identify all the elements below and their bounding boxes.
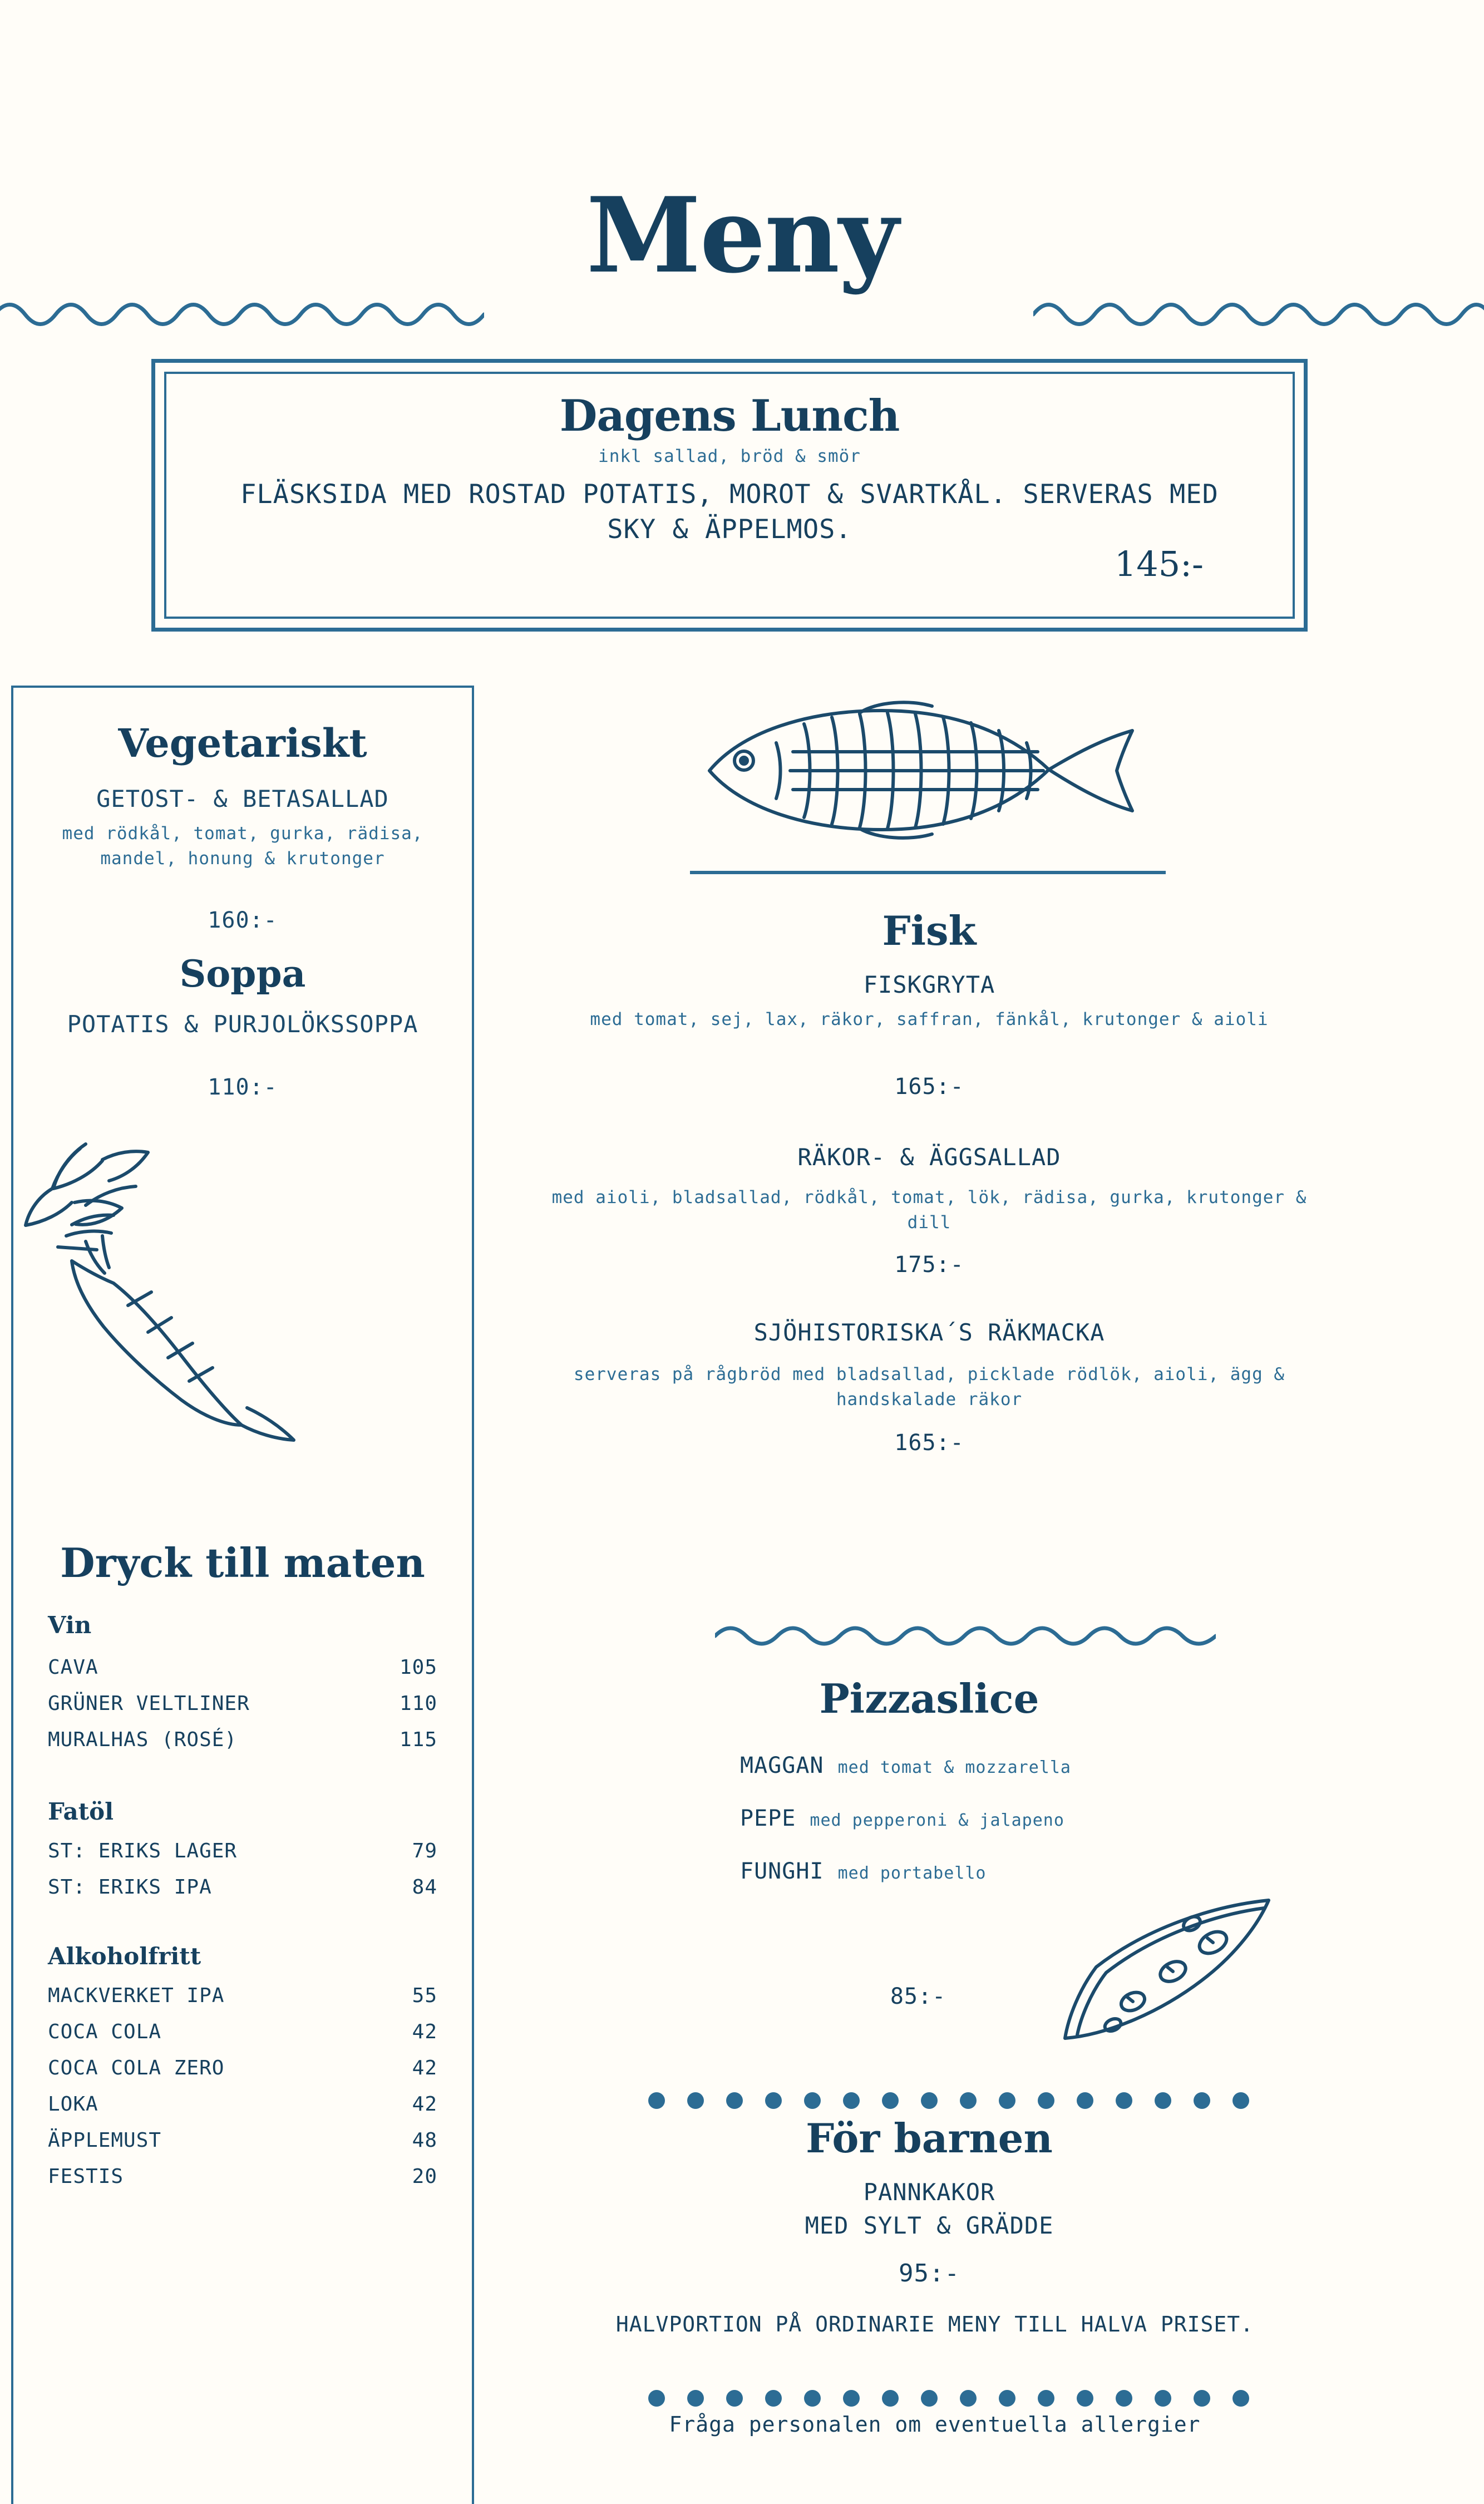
fisk-item-description: med tomat, sej, lax, räkor, saffran, fänkål, krutonger & aioli	[590, 1009, 1269, 1029]
wave-divider-left-icon	[0, 295, 484, 334]
drink-name: GRÜNER VELTLINER	[48, 1692, 250, 1715]
pizzaslice-item-description: med pepperoni & jalapeno	[810, 1811, 1064, 1830]
drink-name: MACKVERKET IPA	[48, 1984, 225, 2007]
fisk-heading: Fisk	[882, 907, 977, 954]
wave-divider-right-icon	[1033, 295, 1484, 334]
wave-divider-pizza-icon	[715, 1619, 1216, 1653]
drink-name: LOKA	[48, 2093, 98, 2116]
pizzaslice-item-name: PEPE	[740, 1806, 796, 1831]
drink-name: COCA COLA ZERO	[48, 2057, 225, 2079]
drink-name: COCA COLA	[48, 2020, 162, 2043]
vegetariskt-item-description: med rödkål, tomat, gurka, rädisa, mandel, honung & krutonger	[62, 824, 423, 869]
pizzaslice-item	[740, 1753, 1071, 1778]
soppa-heading: Soppa	[179, 952, 306, 995]
vegetariskt-item-name: GETOST- & BETASALLAD	[96, 785, 389, 812]
pizzaslice-heading: Pizzaslice	[819, 1675, 1039, 1722]
dots-divider-bottom-icon	[645, 2387, 1258, 2409]
drink-price: 84	[412, 1876, 437, 1899]
page-title: Meny	[586, 174, 898, 296]
drink-name: MURALHAS (ROSÉ)	[48, 1728, 238, 1751]
drink-price: 79	[412, 1840, 437, 1862]
for-barnen-heading: För barnen	[806, 2114, 1053, 2162]
fisk-item-price: 165:-	[894, 1074, 964, 1100]
drink-price: 20	[412, 2165, 437, 2188]
fisk-item-name: RÄKOR- & ÄGGSALLAD	[797, 1143, 1061, 1171]
vegetariskt-item-price: 160:-	[208, 908, 278, 933]
pizzaslice-item-name: FUNGHI	[740, 1859, 824, 1884]
dots-divider-top-icon	[645, 2089, 1258, 2112]
fisk-item-description: serveras på rågbröd med bladsallad, picklade rödlök, aioli, ägg & handskalade räkor	[573, 1364, 1285, 1409]
drink-price: 110	[399, 1692, 437, 1715]
drink-price: 42	[412, 2057, 437, 2079]
drink-price: 42	[412, 2093, 437, 2116]
fisk-item-name: SJÖHISTORISKA´S RÄKMACKA	[753, 1319, 1105, 1346]
pizzaslice-item	[740, 1806, 1064, 1831]
drink-price: 105	[399, 1656, 437, 1679]
drink-name: FESTIS	[48, 2165, 124, 2188]
soppa-item-name: POTATIS & PURJOLÖKSSOPPA	[67, 1011, 418, 1038]
dagens-lunch-price: 145:-	[1114, 544, 1204, 584]
pizzaslice-item-description: med portabello	[837, 1864, 987, 1883]
pizzaslice-item	[740, 1859, 986, 1884]
drink-name: ST: ERIKS IPA	[48, 1876, 212, 1899]
pizzaslice-price: 85:-	[890, 1984, 946, 2009]
drink-group-label-vin: Vin	[48, 1611, 92, 1639]
vegetariskt-heading: Vegetariskt	[118, 720, 367, 766]
drink-name: CAVA	[48, 1656, 98, 1679]
drink-price: 55	[412, 1984, 437, 2007]
fisk-item-name: FISKGRYTA	[863, 971, 995, 998]
for-barnen-price: 95:-	[899, 2259, 960, 2288]
soppa-item-price: 110:-	[208, 1074, 278, 1100]
dagens-lunch-box	[151, 359, 1308, 632]
drink-price: 48	[412, 2129, 437, 2152]
fisk-item-description: med aioli, bladsallad, rödkål, tomat, lök, rädisa, gurka, krutonger & dill	[551, 1187, 1307, 1233]
pizzaslice-item-description: med tomat & mozzarella	[837, 1758, 1071, 1777]
pizza-slice-illustration-icon	[1046, 1889, 1280, 2045]
for-barnen-item-line1: PANNKAKOR	[863, 2178, 995, 2206]
drink-name: ÄPPLEMUST	[48, 2129, 162, 2152]
drink-price: 42	[412, 2020, 437, 2043]
title-row	[0, 89, 1484, 296]
dagens-lunch-subheading: inkl sallad, bröd & smör	[598, 446, 861, 466]
fish-illustration-icon	[693, 698, 1149, 843]
section-divider-rule	[690, 871, 1166, 874]
fisk-item-price: 175:-	[894, 1252, 964, 1278]
left-column	[11, 686, 474, 2504]
drink-group-label-fatol: Fatöl	[48, 1798, 114, 1825]
fisk-item-price: 165:-	[894, 1430, 964, 1456]
drink-group-label-alkoholfritt: Alkoholfritt	[48, 1943, 201, 1970]
allergy-note: Fråga personalen om eventuella allergier	[669, 2412, 1201, 2437]
halvportion-note: HALVPORTION PÅ ORDINARIE MENY TILL HALVA PRISET.	[615, 2312, 1254, 2337]
drink-price: 115	[399, 1728, 437, 1751]
dryck-heading: Dryck till maten	[60, 1539, 425, 1586]
dagens-lunch-heading: Dagens Lunch	[559, 391, 900, 441]
drink-name: ST: ERIKS LAGER	[48, 1840, 238, 1862]
pizzaslice-item-name: MAGGAN	[740, 1753, 824, 1778]
for-barnen-item-line2: MED SYLT & GRÄDDE	[805, 2212, 1054, 2239]
dagens-lunch-description: FLÄSKSIDA MED ROSTAD POTATIS, MOROT & SVARTKÅL. SERVERAS MED SKY & ÄPPELMOS.	[240, 479, 1219, 545]
carrot-illustration-icon	[19, 1122, 364, 1467]
